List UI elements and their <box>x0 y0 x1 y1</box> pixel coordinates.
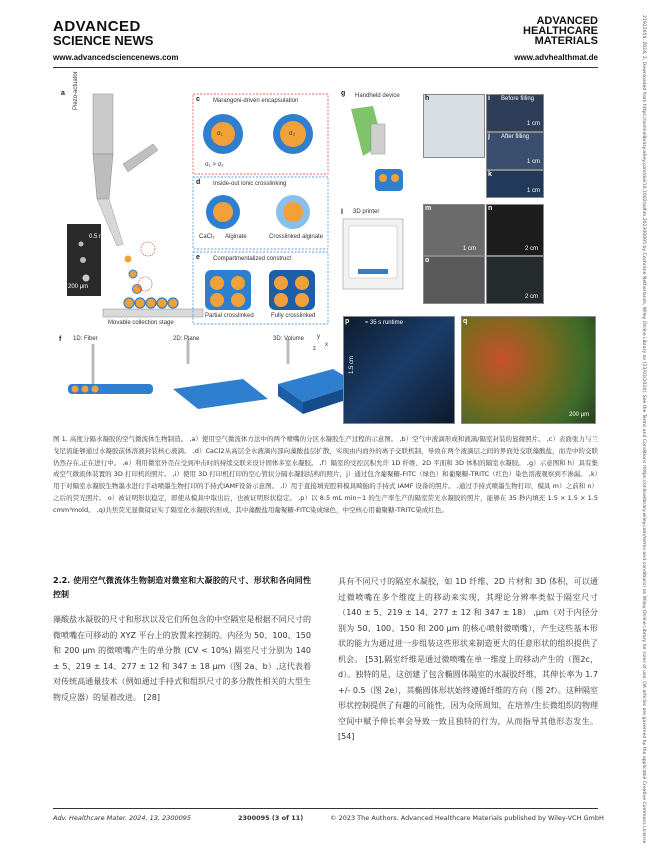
stage-droplets <box>124 298 178 308</box>
panel-label-k: k <box>488 171 492 178</box>
journal-brand-line1: ADVANCED <box>536 15 598 27</box>
panel-h-photo <box>423 94 485 158</box>
panel-label-e: e <box>196 254 200 261</box>
footer-copyright: © 2023 The Authors. Advanced Healthcare Materials published by Wiley-VCH GmbH <box>330 814 604 822</box>
panel-label-c: c <box>196 96 200 103</box>
side-download-note <box>638 15 648 844</box>
panel-label-p: p <box>345 318 350 325</box>
panel-b-scale: 200 μm <box>68 284 89 290</box>
scale-1cm-k: 1 cm <box>527 188 541 194</box>
sigma1-label: σ₁ <box>217 131 223 137</box>
scale-1cm-m: 1 cm <box>463 246 477 252</box>
panel-label-m: m <box>425 205 432 212</box>
compartment-label: Compartmentalized construct <box>213 256 292 262</box>
panel-label-j: j <box>488 133 490 140</box>
journal-brand-line2: HEALTHCARE <box>523 25 598 37</box>
figure-caption: 图 1. 高度分隔水凝胶的空气微流体生物制造。 ,a）使用空气微流体方法中的两个喷嘴的分区水凝胶生产过程的示意图。 ,b）空气中液滴形成和液滴/隔室封装的显微照片。 ,c）表面张力与兰戈尼流能够通过水凝胶前体溶液封装核心液滴。 ,d）CaCl2从高层全水液滴内部向藻酸盐层扩散，实现由内而外的离子交联机制，导致在两个液滴层之间的界面处交联藻酸盐，而壳中的交联仍然存在,正在进行中。 ,e）利用微室外壳在受到冲击时的持续交联来设计固体多室水凝胶。 ,f）隔室的受控沉积允许 1D 纤维、2D 平面和 3D 体积的隔室水凝胶。 ,g）示意图和 h）具有集成空气微流体装置的 3D 打印机的照片。 ,i）使用 3D 打印机打印的空心管状分隔水凝胶结构的照片，j）通过包含葡聚糖-FITC（绿色）和葡聚糖-TRITC（红色）染色溶液观察到不渗漏。 ,k）用于对隔室水凝胶生物墨水进行手动喷墨生物打印的手持式IAMF设备示意图。 ,l）用于直接填充腔料模具畸胎的手持式 IAMF 设备的照片。 ,通过手持式喷墨生物打印，模具 m）之前和 n）之后的荧光照片。 o）被证明形状稳定，即使从模具中取出后，也被证明形状稳定。 ,p）以 8.5 mL min−1 的生产率生产的隔室荧光水凝胶的照片，能够在 35 秒内填充 1.5 × 1.5 × 1.5 cmm³mold。 ,q)共焦荧光显微镜证实了隔室化水凝胶的形成，其中藻酸盐用葡聚糖-FITC染成绿色，中空核心用葡聚糖-TRITC染成红色。 <box>53 435 598 514</box>
panel-label-g: g <box>341 90 346 97</box>
marangoni-label: Marangoni-driven encapsulation <box>213 98 299 104</box>
figure-1 <box>53 71 598 424</box>
q-scale-label: 200 μm <box>569 412 590 418</box>
panel-label-q: q <box>463 318 468 325</box>
panel-label-d: d <box>196 179 201 186</box>
publisher-brand-line2: SCIENCE NEWS <box>53 33 154 48</box>
axis-x-label: x <box>325 342 328 348</box>
partial-crosslinked-label: Partial crosslinked <box>205 313 254 319</box>
fiber-1d-label: 1D: Fiber <box>73 336 98 342</box>
after-filling-label: After filling <box>501 134 530 140</box>
journal-url[interactable]: www.advhealthmat.de <box>514 53 598 62</box>
runtime-label: ≈ 35 s runtime <box>365 320 403 326</box>
printer-label: 3D printer <box>353 209 380 215</box>
panel-a-nozzle <box>93 94 203 317</box>
panel-p-photo <box>343 316 455 424</box>
left-column-body: 藻酸盐水凝胶的尺寸和形状以及它们所包含的中空隔室是根据不同尺寸的微喷嘴在可移动的 XYZ 平台上的放置来控制的。内径为 50、100、150 和 200 μm 的微喷嘴产生的单分散 (CV < 10%) 隔室尺寸分别为 140 ± 5、219 ± 14、277 ± 12 和 347 ± 18 μm（图 2a、b）,这代表着对传统高通量技术（例如通过手持式和组织尺寸的多分散性相关的大型生物反应器）的显着改进。 [28] <box>53 615 311 702</box>
header-left <box>53 20 179 62</box>
fully-crosslinked-label: Fully crosslinked <box>271 313 316 319</box>
right-column-body: 具有不同尺寸的隔室水凝胶，如 1D 纤维、2D 片材和 3D 体积，可以通过微喷嘴在多个维度上的移动来实现，其理论分辨率类似于隔室尺寸（140 ± 5、219 ± 14、277 ± 12 和 347 ± 18） ,μm（对于内径分别为 50、100、150 和 200 μm 的核心喷射微喷嘴），产生这些基本形状的能力为通过进一步组装这些形状来制造更大的任意形状的组织提供了机会。 [53],隔室纤维是通过微喷嘴在单一维度上的移动产生的（图2c，d）。独特的是，这创建了包含椭圆体隔室的水凝胶纤维，其伸长率为 1.7 +/- 0.5（图 2e），其椭圆体形状始终遵循纤维的方向（图 2f）。这种隔室形状控制提供了有趣的可能性，因为众所周知，在培养/生长微组织的物理空间中赋予伸长率会导致一致且独特的行为，从而指导其他形态发生。 [54] <box>338 577 598 741</box>
scale-1cm-j: 1 cm <box>527 159 541 165</box>
panel-g-handheld <box>351 106 403 191</box>
header-rule <box>53 67 598 68</box>
footer-journal: Adv. Healthcare Mater. 2024, 13, 2300095 <box>53 814 192 822</box>
cacl2-label: CaCl₂ <box>199 234 215 240</box>
publisher-brand-line1: ADVANCED <box>53 18 141 35</box>
piezo-label: Piezo-actuator <box>73 71 79 110</box>
p-scale-label: 1.5 cm <box>349 355 355 374</box>
panel-label-o: o <box>425 257 430 264</box>
sigma-relation-label: σ₁ > σ₂ <box>205 162 224 168</box>
axis-y-label: y <box>317 334 320 340</box>
panel-o-photo-a <box>423 256 485 304</box>
section-title: 2.2. 使用空气微流体生物制造对微室和大凝胶的尺寸、形状和各向同性控制 <box>53 576 311 599</box>
panel-label-f: f <box>59 336 62 343</box>
panel-label-h: h <box>425 95 430 102</box>
panel-l-printer <box>343 219 403 289</box>
footer-page: 2300095 (3 of 11) <box>238 814 304 822</box>
panel-label-a: a <box>61 90 65 97</box>
scale-2cm-o: 2 cm <box>525 294 539 300</box>
scale-2cm-n: 2 cm <box>525 246 539 252</box>
panel-label-b: b <box>63 226 68 233</box>
side-note-text: 21922659, 2024, 2, Downloaded from https://onlinelibrary.wiley.com/doi/10.1002/adhm.202300095 by Cochrane Netherlands, Wiley Online Library on [23/03/2024]. See the Terms and Conditions (https://onlinelibrary.wiley.com/terms-and-conditions) on Wiley Online Library for rules of use; OA articles are governed by the applicable Creative Commons License <box>641 15 646 844</box>
right-column <box>338 574 598 745</box>
panel-label-i: i <box>488 95 490 102</box>
crosslinked-alginate-label: Crosslinked alginate <box>269 234 324 240</box>
plane-2d-label: 2D: Plane <box>173 336 200 342</box>
header-right <box>514 16 598 62</box>
panel-label-l: l <box>341 209 343 216</box>
movable-stage-label: Movable collection stage <box>108 320 174 326</box>
sigma2-label: σ₂ <box>289 131 296 137</box>
inside-out-label: Inside-out ionic crosslinking <box>213 181 287 187</box>
panel-q-photo <box>461 316 596 424</box>
axis-z-label: z <box>313 346 316 352</box>
journal-brand-line3: MATERIALS <box>534 35 598 47</box>
publisher-url[interactable]: www.advancedsciencenews.com <box>53 53 179 62</box>
panel-label-n: n <box>488 205 493 212</box>
handheld-label: Handheld device <box>355 93 400 99</box>
before-filling-label: Before filling <box>501 96 535 102</box>
left-column <box>53 574 311 705</box>
scale-1cm-i: 1 cm <box>527 121 541 127</box>
footer-rule <box>53 808 598 809</box>
alginate-label: Alginate <box>225 234 247 240</box>
panel-b-time: 0.5 ms <box>89 234 108 240</box>
volume-3d-label: 3D: Volume <box>273 336 305 342</box>
